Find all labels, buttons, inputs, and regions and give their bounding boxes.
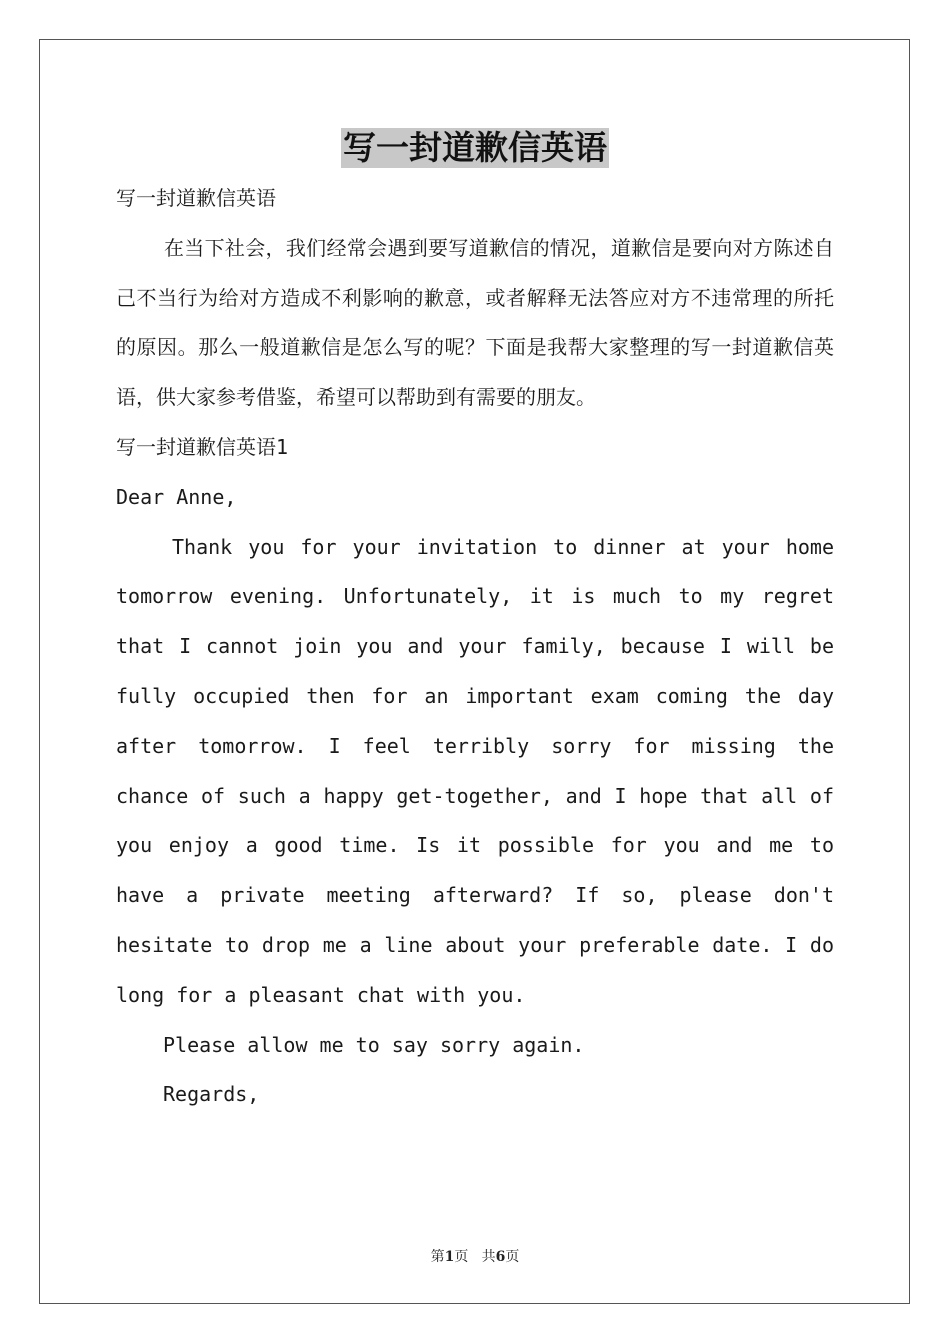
letter-closing-line: Please allow me to say sorry again.	[163, 1032, 585, 1057]
intro-paragraph: 在当下社会，我们经常会遇到要写道歉信的情况，道歉信是要向对方陈述自己不当行为给对方造成不利影响的歉意，或者解释无法答应对方不违常理的所托的原因。那么一般道歉信是怎么写的呢？下面是我帮大家整理的写一封道歉信英语，供大家参考借鉴，希望可以帮助到有需要的朋友。	[116, 235, 834, 410]
footer-page-label: 页	[454, 1249, 469, 1265]
document-title: 写一封道歉信英语	[343, 128, 607, 167]
document-subtitle: 写一封道歉信英语	[116, 186, 276, 210]
title-container	[0, 128, 950, 168]
footer-page-current: 1	[444, 1249, 455, 1265]
letter-body-paragraph: Thank you for your invitation to dinner at your home tomorrow evening. Unfortunately, it is much to my regret that I cannot join you and your family, because I will be fully occupied then for an important exam coming the day after tomorrow. I feel terribly sorry for missing the chance of such a happy get-together, and I hope that all of you enjoy a good time. Is it possible for you and me to have a private meeting afterward? If so, please don't hesitate to drop me a line about your preferable date. I do long for a pleasant chat with you.	[116, 534, 834, 1007]
letter-salutation: Dear Anne,	[116, 484, 237, 509]
footer-page-prefix: 第	[430, 1249, 445, 1265]
page-footer	[0, 1246, 950, 1266]
letter-sign-off: Regards,	[163, 1082, 260, 1107]
document-body	[116, 174, 834, 1120]
section-heading: 写一封道歉信英语1	[116, 434, 289, 459]
footer-total-label: 页	[505, 1249, 520, 1265]
footer-total-prefix: 共	[481, 1249, 496, 1265]
footer-page-total: 6	[495, 1249, 506, 1265]
